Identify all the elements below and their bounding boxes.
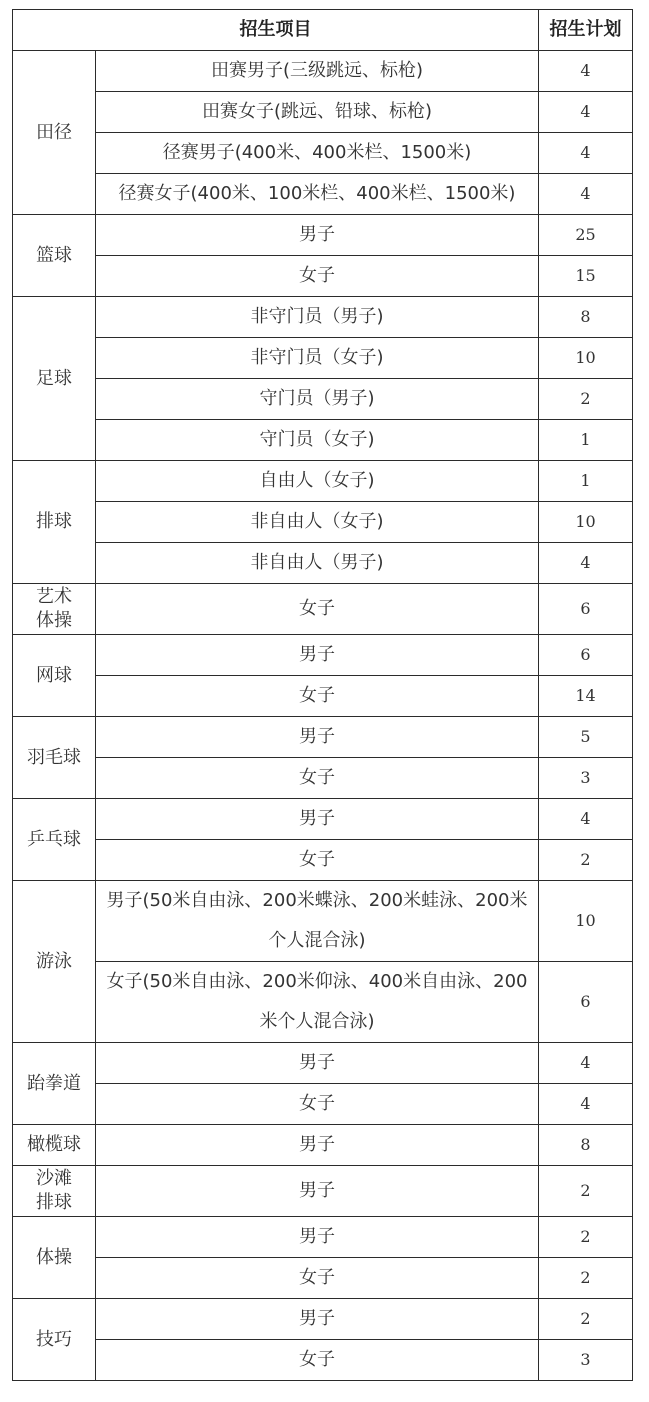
- plan-count: 4: [539, 174, 633, 215]
- table-row: [13, 174, 633, 215]
- item-cell: 女子: [96, 584, 539, 635]
- table-row: [13, 92, 633, 133]
- item-cell: 田赛女子(跳远、铅球、标枪): [96, 92, 539, 133]
- table-row: [13, 962, 633, 1043]
- table-row: [13, 1340, 633, 1381]
- item-cell: 男子: [96, 1166, 539, 1217]
- header-row: [13, 10, 633, 51]
- table-row: [13, 1125, 633, 1166]
- plan-count: 4: [539, 1084, 633, 1125]
- plan-count: 3: [539, 758, 633, 799]
- item-cell: 女子: [96, 758, 539, 799]
- item-cell: 守门员（男子): [96, 379, 539, 420]
- table-row: [13, 461, 633, 502]
- plan-count: 25: [539, 215, 633, 256]
- item-cell: 女子: [96, 1084, 539, 1125]
- item-cell: 女子: [96, 676, 539, 717]
- item-cell: 非自由人（男子): [96, 543, 539, 584]
- plan-count: 10: [539, 881, 633, 962]
- plan-count: 10: [539, 338, 633, 379]
- item-cell: 女子: [96, 256, 539, 297]
- table-row: [13, 1084, 633, 1125]
- item-cell: 非守门员（女子): [96, 338, 539, 379]
- table-row: [13, 717, 633, 758]
- plan-count: 8: [539, 1125, 633, 1166]
- item-cell: 男子: [96, 1125, 539, 1166]
- plan-count: 15: [539, 256, 633, 297]
- plan-count: 8: [539, 297, 633, 338]
- table-row: [13, 215, 633, 256]
- table-row: [13, 635, 633, 676]
- item-cell: 女子: [96, 1258, 539, 1299]
- item-cell: 非自由人（女子): [96, 502, 539, 543]
- category-cell: 田径: [13, 51, 96, 215]
- enrollment-table: [12, 9, 633, 1381]
- category-line: 排球: [36, 1192, 72, 1213]
- table-row: [13, 799, 633, 840]
- item-cell: 男子: [96, 1043, 539, 1084]
- category-cell: [13, 1166, 96, 1217]
- header-project: 招生项目: [13, 10, 539, 51]
- plan-count: 6: [539, 584, 633, 635]
- plan-count: 6: [539, 962, 633, 1043]
- plan-count: 4: [539, 1043, 633, 1084]
- item-cell: 女子: [96, 840, 539, 881]
- plan-count: 5: [539, 717, 633, 758]
- item-cell: 男子: [96, 635, 539, 676]
- table-row: [13, 840, 633, 881]
- table-row: [13, 1217, 633, 1258]
- plan-count: 2: [539, 1217, 633, 1258]
- item-cell: 男子: [96, 717, 539, 758]
- table-row: [13, 543, 633, 584]
- table-row: [13, 297, 633, 338]
- category-cell: 乒乓球: [13, 799, 96, 881]
- plan-count: 6: [539, 635, 633, 676]
- category-cell: 游泳: [13, 881, 96, 1043]
- category-cell: 篮球: [13, 215, 96, 297]
- item-cell: 男子: [96, 799, 539, 840]
- table-row: [13, 379, 633, 420]
- category-line: 艺术: [36, 586, 72, 607]
- item-cell: 非守门员（男子): [96, 297, 539, 338]
- plan-count: 2: [539, 379, 633, 420]
- table-row: [13, 1299, 633, 1340]
- table-row: [13, 51, 633, 92]
- item-cell: 男子: [96, 1299, 539, 1340]
- header-plan: 招生计划: [539, 10, 633, 51]
- table-row: [13, 420, 633, 461]
- plan-count: 4: [539, 51, 633, 92]
- plan-count: 2: [539, 1299, 633, 1340]
- item-cell: 径赛男子(400米、400米栏、1500米): [96, 133, 539, 174]
- category-cell: 网球: [13, 635, 96, 717]
- item-cell: 自由人（女子): [96, 461, 539, 502]
- category-cell: [13, 584, 96, 635]
- item-cell: 守门员（女子): [96, 420, 539, 461]
- plan-count: 10: [539, 502, 633, 543]
- category-line: 体操: [36, 610, 72, 631]
- category-cell: 羽毛球: [13, 717, 96, 799]
- category-cell: 排球: [13, 461, 96, 584]
- plan-count: 14: [539, 676, 633, 717]
- table-row: [13, 133, 633, 174]
- plan-count: 4: [539, 92, 633, 133]
- table-row: [13, 338, 633, 379]
- item-cell: 田赛男子(三级跳远、标枪): [96, 51, 539, 92]
- item-cell: 男子: [96, 215, 539, 256]
- item-cell: 女子(50米自由泳、200米仰泳、400米自由泳、200米个人混合泳): [96, 962, 539, 1043]
- plan-count: 3: [539, 1340, 633, 1381]
- category-line: 沙滩: [36, 1168, 72, 1189]
- plan-count: 2: [539, 840, 633, 881]
- table-row: [13, 676, 633, 717]
- table-row: [13, 502, 633, 543]
- category-cell: 足球: [13, 297, 96, 461]
- item-cell: 女子: [96, 1340, 539, 1381]
- plan-count: 1: [539, 461, 633, 502]
- table-row: [13, 881, 633, 962]
- plan-count: 4: [539, 133, 633, 174]
- table-row: [13, 1043, 633, 1084]
- item-cell: 男子(50米自由泳、200米蝶泳、200米蛙泳、200米个人混合泳): [96, 881, 539, 962]
- table-row: [13, 1166, 633, 1217]
- category-cell: 橄榄球: [13, 1125, 96, 1166]
- plan-count: 1: [539, 420, 633, 461]
- plan-count: 2: [539, 1166, 633, 1217]
- table-row: [13, 256, 633, 297]
- table-row: [13, 584, 633, 635]
- plan-count: 2: [539, 1258, 633, 1299]
- category-cell: 跆拳道: [13, 1043, 96, 1125]
- table-row: [13, 758, 633, 799]
- category-cell: 体操: [13, 1217, 96, 1299]
- plan-count: 4: [539, 799, 633, 840]
- category-cell: 技巧: [13, 1299, 96, 1381]
- item-cell: 男子: [96, 1217, 539, 1258]
- table-row: [13, 1258, 633, 1299]
- plan-count: 4: [539, 543, 633, 584]
- item-cell: 径赛女子(400米、100米栏、400米栏、1500米): [96, 174, 539, 215]
